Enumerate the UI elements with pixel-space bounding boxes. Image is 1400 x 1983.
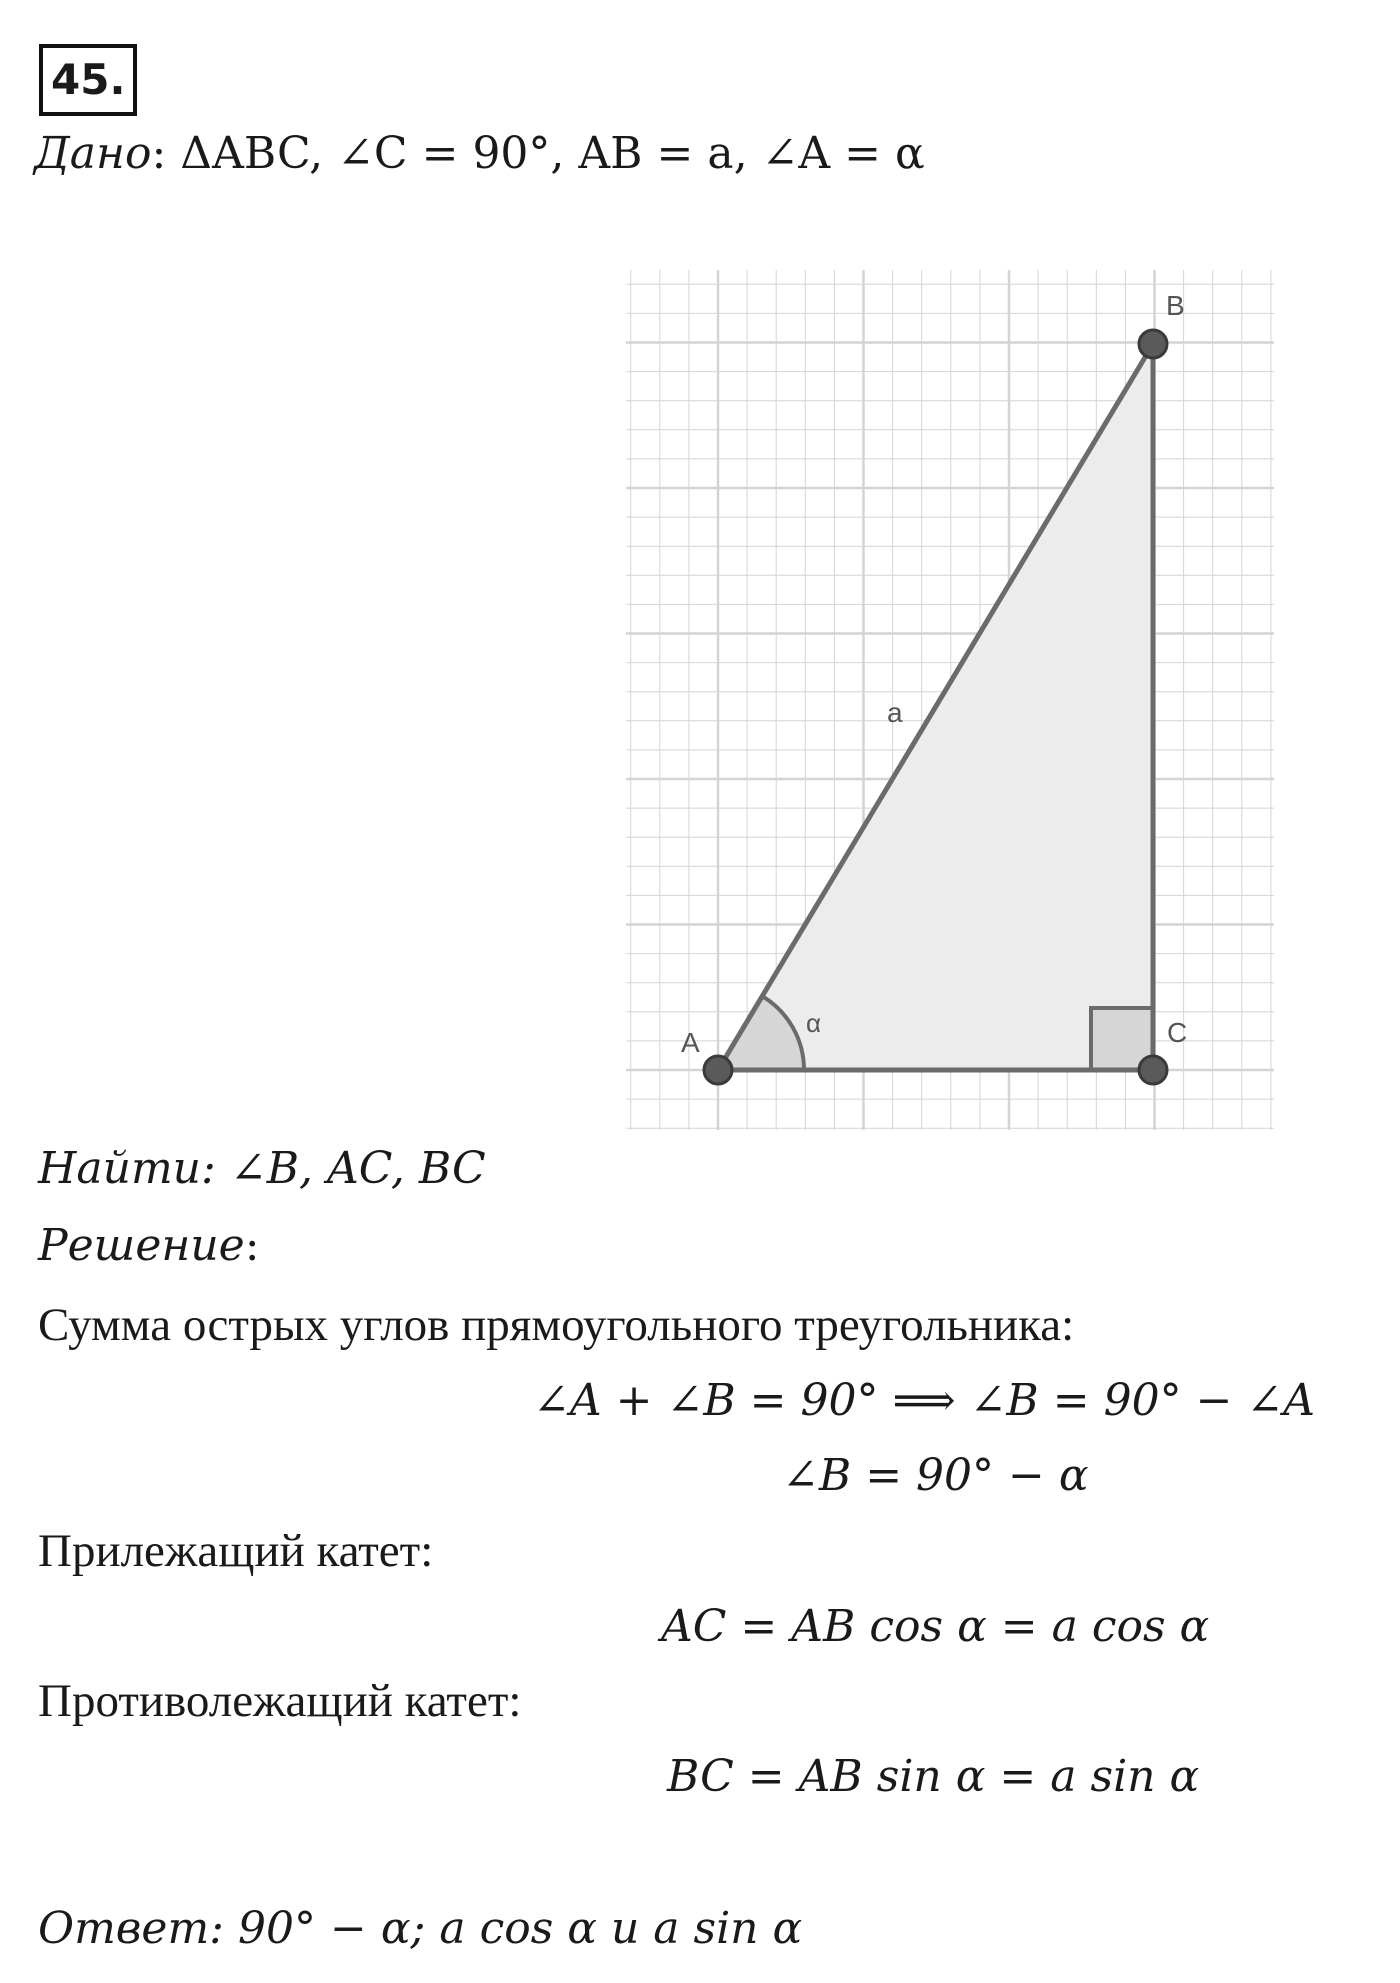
answer-line — [38, 1903, 802, 1954]
label-alpha: α — [806, 1008, 822, 1038]
find-line — [38, 1143, 486, 1194]
label-hypotenuse-a: a — [887, 697, 903, 728]
equation-angle-b: ∠B = 90° − α — [782, 1450, 1089, 1501]
given-label: Дано — [34, 128, 152, 179]
point-c — [1139, 1056, 1167, 1084]
equation-ac: AC = AB cos α = a cos α — [661, 1601, 1210, 1652]
point-a — [704, 1056, 732, 1084]
solution-heading — [38, 1220, 260, 1271]
answer-text: 90° − α; a cos α и a sin α — [238, 1903, 803, 1954]
label-a: A — [681, 1027, 700, 1058]
solution-label: Решение — [38, 1220, 245, 1271]
equation-angle-sum: ∠A + ∠B = 90° ⟹ ∠B = 90° − ∠A — [533, 1375, 1316, 1426]
equation-bc: BC = AB sin α = a sin α — [667, 1751, 1200, 1802]
triangle-figure — [626, 270, 1274, 1130]
label-b: B — [1166, 290, 1185, 321]
find-text: : ∠B, AC, BC — [201, 1143, 486, 1194]
opposite-leg-text: Противолежащий катет: — [38, 1675, 522, 1727]
solution-colon: : — [244, 1220, 260, 1271]
answer-label: Ответ: — [38, 1903, 224, 1954]
given-text: : ΔABC, ∠C = 90°, AB = a, ∠A = α — [151, 128, 925, 179]
adjacent-leg-text: Прилежащий катет: — [38, 1525, 434, 1577]
problem-number: 45. — [39, 44, 137, 116]
point-b — [1139, 330, 1167, 358]
given-line — [34, 128, 925, 179]
label-c: C — [1167, 1017, 1188, 1048]
find-label: Найти — [38, 1143, 202, 1194]
sum-text: Сумма острых углов прямоугольного треугольника: — [38, 1299, 1075, 1351]
